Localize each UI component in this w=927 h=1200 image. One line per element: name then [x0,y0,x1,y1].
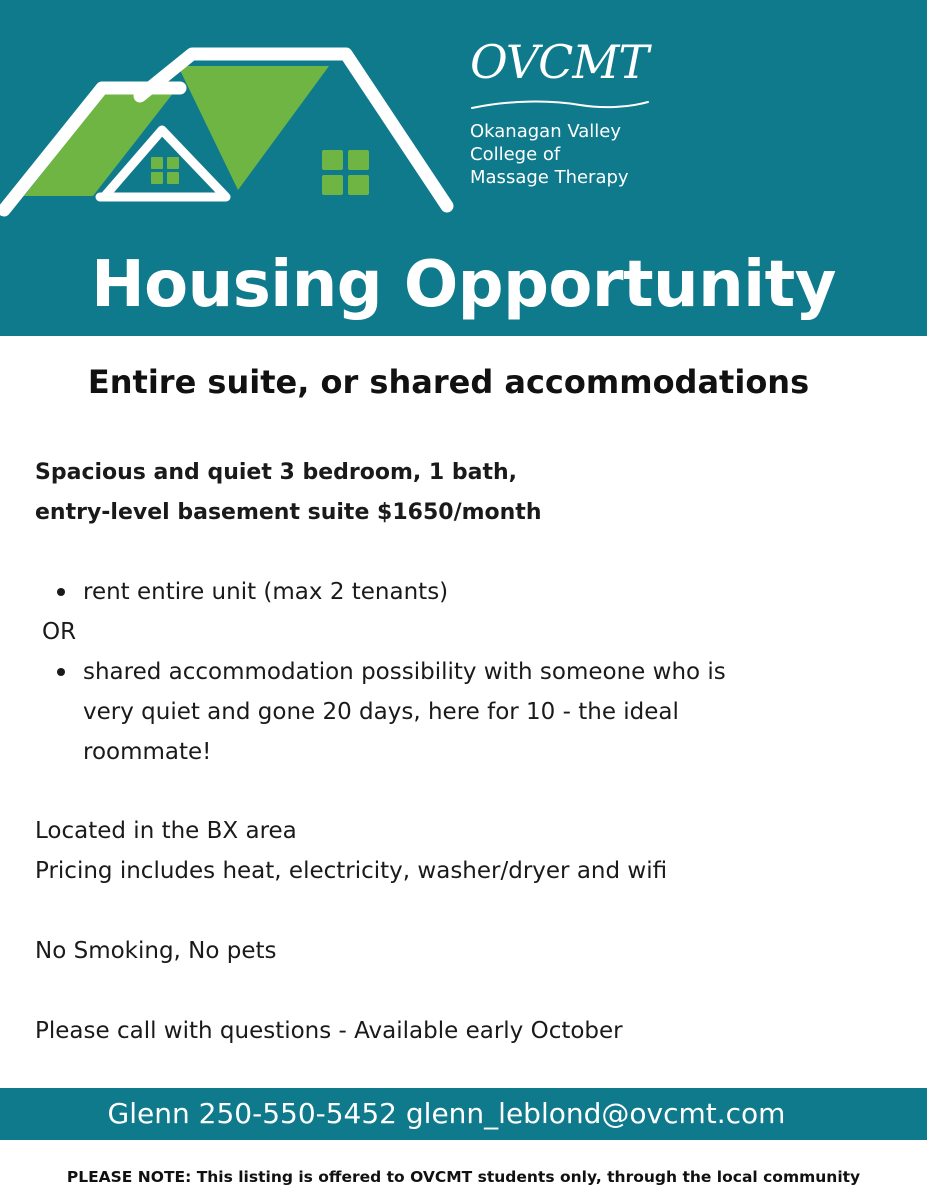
header-banner [0,0,927,336]
footer-note: PLEASE NOTE: This listing is offered to OVCMT students only, through the local community [66,1168,861,1186]
call-text: Please call with questions - Available early October [35,1018,623,1044]
list-item-continuation [35,732,726,772]
logo-wave-icon [470,98,650,112]
list-item-continuation [35,692,726,732]
window-icon [322,150,369,195]
option-list-first [35,572,448,612]
option-list-second [35,652,726,772]
logo-line-2: College of [470,144,561,165]
or-separator: OR [42,619,77,645]
location-text: Located in the BX area [35,818,297,844]
contact-info: Glenn 250-550-5452 glenn_leblond@ovcmt.com [107,1097,786,1130]
page-title: Housing Opportunity [91,248,836,322]
bullet-dot-icon [57,668,65,676]
logo-line-3: Massage Therapy [470,167,629,188]
option-first-text: rent entire unit (max 2 tenants) [83,579,449,605]
college-logo [470,32,670,189]
description-line-1: Spacious and quiet 3 bedroom, 1 bath, [35,460,518,485]
logo-line-1: Okanagan Valley [470,121,622,142]
option-second-line-1: shared accommodation possibility with someone who is [83,659,726,685]
house-icon [0,40,470,220]
option-second-line-3: roommate! [83,739,212,765]
option-second-line-2: very quiet and gone 20 days, here for 10 - the ideal [83,699,679,725]
description-line-2: entry-level basement suite $1650/month [35,500,542,525]
contact-bar [0,1088,927,1140]
logo-college-name [470,120,670,189]
subtitle: Entire suite, or shared accommodations [87,363,810,401]
bullet-dot-icon [57,588,65,596]
pricing-text: Pricing includes heat, electricity, washer/dryer and wifi [35,858,668,884]
list-item [35,652,726,692]
small-window-icon [151,157,179,184]
list-item [35,572,448,612]
rules-text: No Smoking, No pets [35,938,277,964]
logo-wordmark: OVCMT [470,35,649,89]
